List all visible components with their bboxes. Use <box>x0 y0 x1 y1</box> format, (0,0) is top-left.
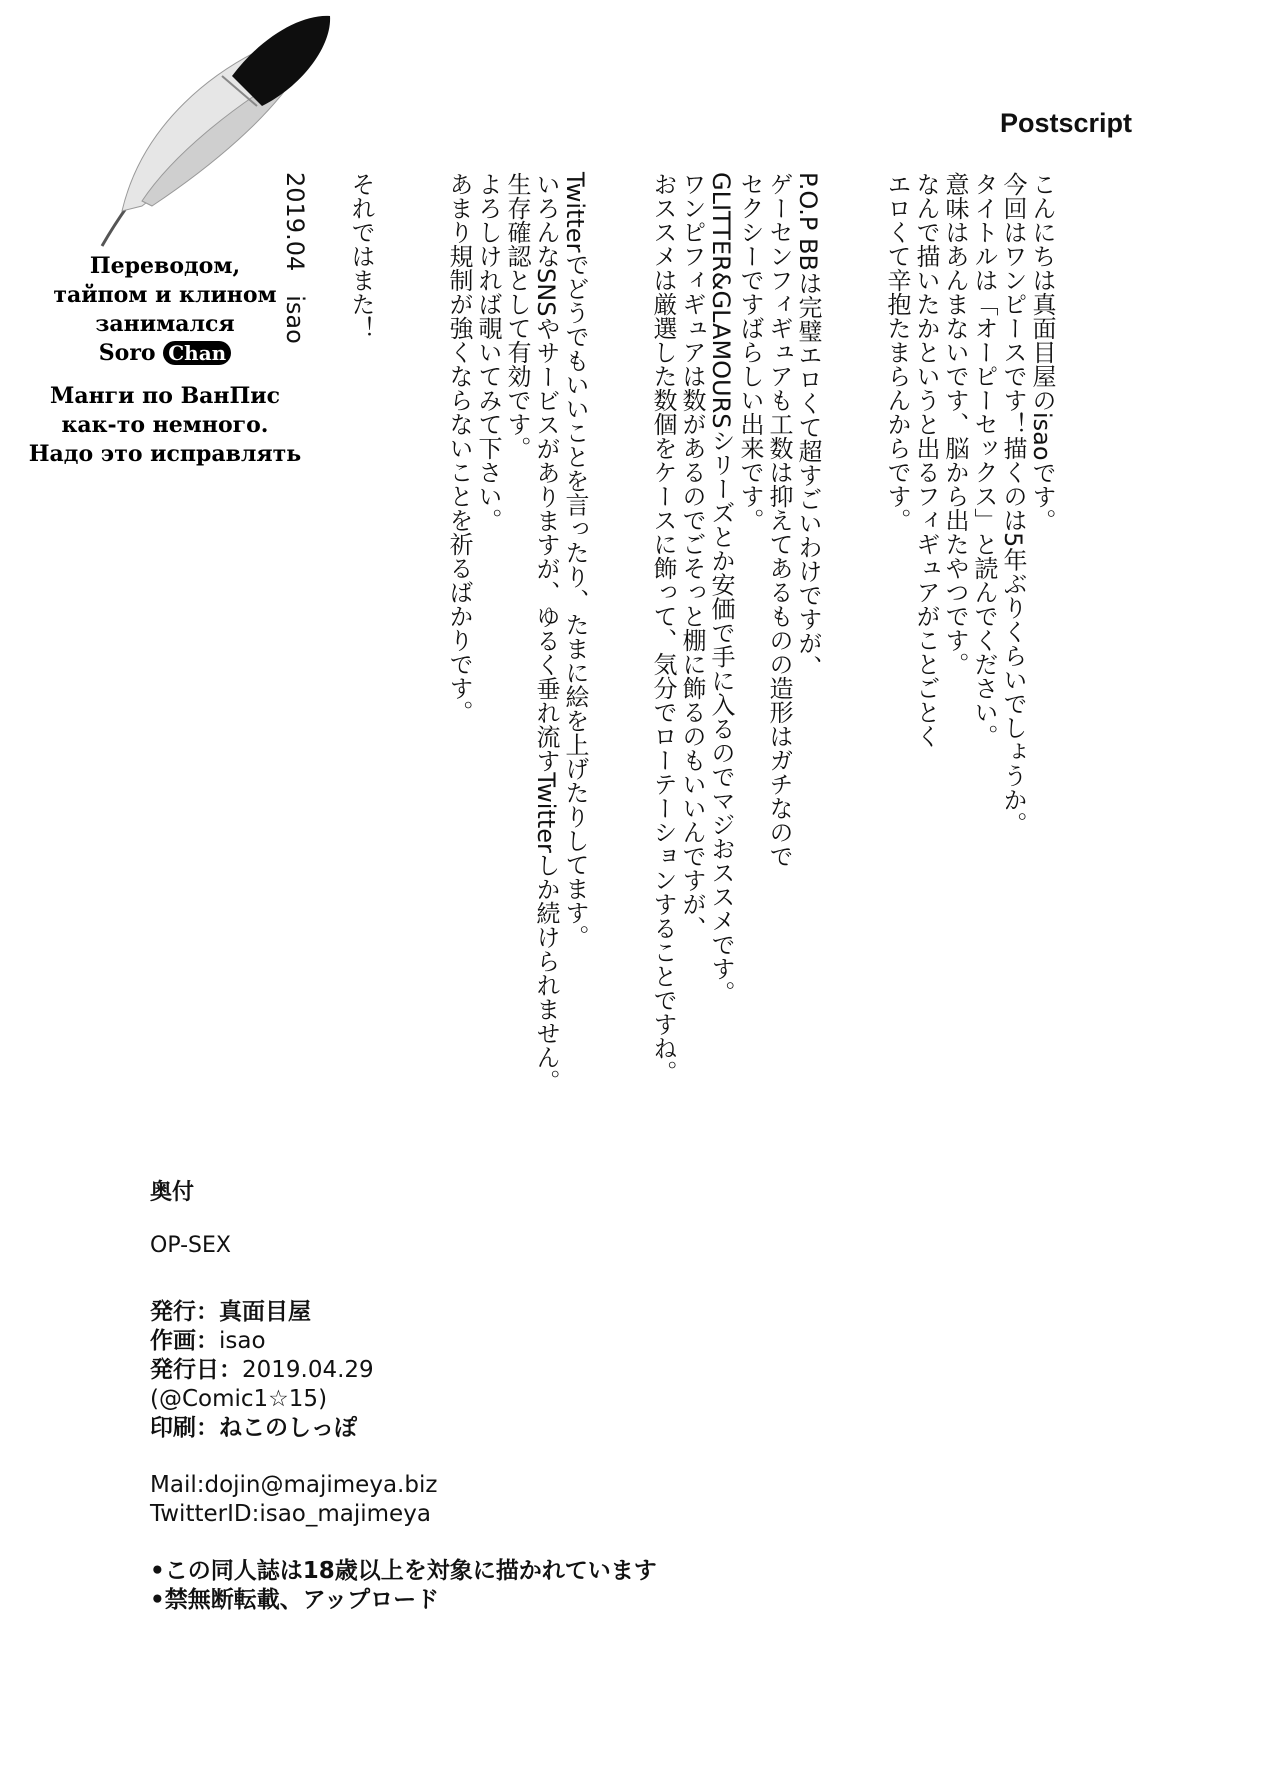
text-line: ゲーセンフィギュアも工数は抑えてあるものの造形はガチなので <box>765 172 793 868</box>
date-label: 発行日： <box>150 1357 242 1383</box>
credit-line <box>0 339 330 368</box>
printer-label: 印刷： <box>150 1415 219 1441</box>
text-line: いろんなSNSやサービスがありますが、ゆるく垂れ流すTwitterしか続けられません。 <box>532 172 560 1093</box>
text-line: ワンピフィギュアは数があるのでごそっと棚に飾るのもいいんですが、 <box>678 172 706 940</box>
text-line: P.O.P BBは完璧エロくて超すごいわけですが、 <box>794 172 822 679</box>
date-row <box>150 1356 657 1385</box>
date-value: 2019.04.29 <box>242 1357 374 1383</box>
credit-line: Манги по ВанПис <box>49 383 281 409</box>
artist-row <box>150 1327 657 1356</box>
text-line: Twitterでどうでもいいことを言ったり、たまに絵を上げたりしてます。 <box>561 172 589 949</box>
credit-line: Надо это исправлять <box>28 441 302 467</box>
translator-name: Soro <box>98 340 156 366</box>
text-line: こんにちは真面目屋のisaoです。 <box>1028 172 1056 533</box>
event-row: (@Comic1☆15) <box>150 1386 328 1412</box>
signature: 2019.04 isao <box>281 172 309 344</box>
publisher-row <box>150 1298 657 1327</box>
translator-badge: Chan <box>163 341 231 365</box>
text-line: GLITTER&GLAMOURSシリーズとか安価で手に入るのでマジおススメです。 <box>707 172 735 1005</box>
twitter-id: TwitterID:isao_majimeya <box>150 1501 431 1527</box>
artist-value: isao <box>219 1328 266 1354</box>
text-line: エロくて辛抱たまらんからです。 <box>883 172 911 532</box>
artist-label: 作画： <box>150 1328 219 1354</box>
printer-value: ねこのしっぽ <box>219 1415 357 1441</box>
credit-line: тайпом и клином <box>53 282 277 308</box>
postscript-paragraph-3 <box>444 172 589 1093</box>
text-line: 今回はワンピースです！描くのは5年ぶりくらいでしょうか。 <box>999 172 1027 836</box>
text-line: おススメは厳選した数個をケースに飾って、気分でローテーションすることですね。 <box>649 172 677 1084</box>
age-notice: •この同人誌は18歳以上を対象に描かれています <box>150 1558 657 1584</box>
credit-line: Переводом, <box>89 253 241 279</box>
work-title: OP-SEX <box>150 1233 231 1258</box>
printer-row <box>150 1414 657 1443</box>
colophon-title: 奥付 <box>150 1180 195 1205</box>
text-line: 生存確認として有効です。 <box>503 172 531 460</box>
postscript-title: Postscript <box>1000 108 1133 138</box>
text-line: 意味はあんまないです、脳から出たやつです。 <box>941 172 969 676</box>
mail-address: Mail:dojin@majimeya.biz <box>150 1472 438 1498</box>
translator-credit <box>0 252 330 469</box>
text-line: あまり規制が強くならないことを祈るばかりです。 <box>445 172 473 724</box>
text-line: なんで描いたかというと出るフィギュアがことごとく <box>912 172 940 748</box>
postscript-closing <box>346 172 375 340</box>
text-line: セクシーですばらしい出来です。 <box>736 172 764 532</box>
postscript-paragraph-2 <box>648 172 822 1084</box>
copyright-notice: •禁無断転載、アップロード <box>150 1587 440 1613</box>
text-line: よろしければ覗いてみて下さい。 <box>474 172 502 532</box>
credit-line: занимался <box>95 311 235 337</box>
text-line: それではまた！ <box>347 172 375 340</box>
publisher-label: 発行： <box>150 1299 219 1325</box>
text-line: タイトルは「オーピーセックス」と読んでください。 <box>970 172 998 748</box>
colophon <box>150 1178 657 1615</box>
publisher-value: 真面目屋 <box>219 1299 311 1325</box>
credit-line: как-то немного. <box>61 412 269 438</box>
postscript-paragraph-1 <box>882 172 1056 835</box>
